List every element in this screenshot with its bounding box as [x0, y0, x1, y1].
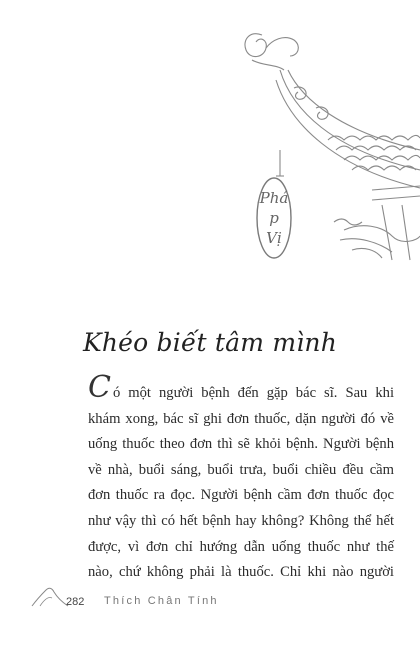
text-line: đơn thuốc ra đọc. Người bệnh cầm đơn thuốc đọc: [88, 487, 394, 504]
text-line-content: ó một người bệnh đến gặp bác sĩ. Sau khi: [112, 385, 394, 401]
text-line: nào, chứ không phải là thuốc. Chỉ khi nào người: [88, 564, 394, 581]
page-number: 282: [66, 596, 85, 608]
text-line: khám xong, bác sĩ ghi đơn thuốc, dặn người đó về: [88, 410, 394, 427]
text-line: uống thuốc theo đơn thì sẽ khỏi bệnh. Người bệnh: [88, 436, 394, 453]
text-line: về nhà, buổi sáng, buổi trưa, buổi chiều đều cầm: [88, 461, 394, 478]
mountain-icon: [30, 580, 70, 610]
author-name: Thích Chân Tính: [104, 595, 219, 607]
text-line: được, vì đơn chỉ hướng dẫn uống thuốc như thế: [88, 538, 394, 555]
text-line: [88, 370, 394, 407]
page-footer: [30, 580, 230, 620]
seal-char: Vị: [266, 229, 282, 247]
seal-char: p: [269, 209, 279, 227]
seal-lettering: [258, 188, 290, 248]
drop-cap: C: [88, 370, 111, 405]
seal-char: Phá: [259, 189, 289, 207]
chapter-title: Khéo biết tâm mình: [82, 328, 338, 357]
text-line: như vậy thì có hết bệnh hay không? Không thể hết: [88, 512, 394, 529]
body-paragraph: [88, 370, 394, 586]
